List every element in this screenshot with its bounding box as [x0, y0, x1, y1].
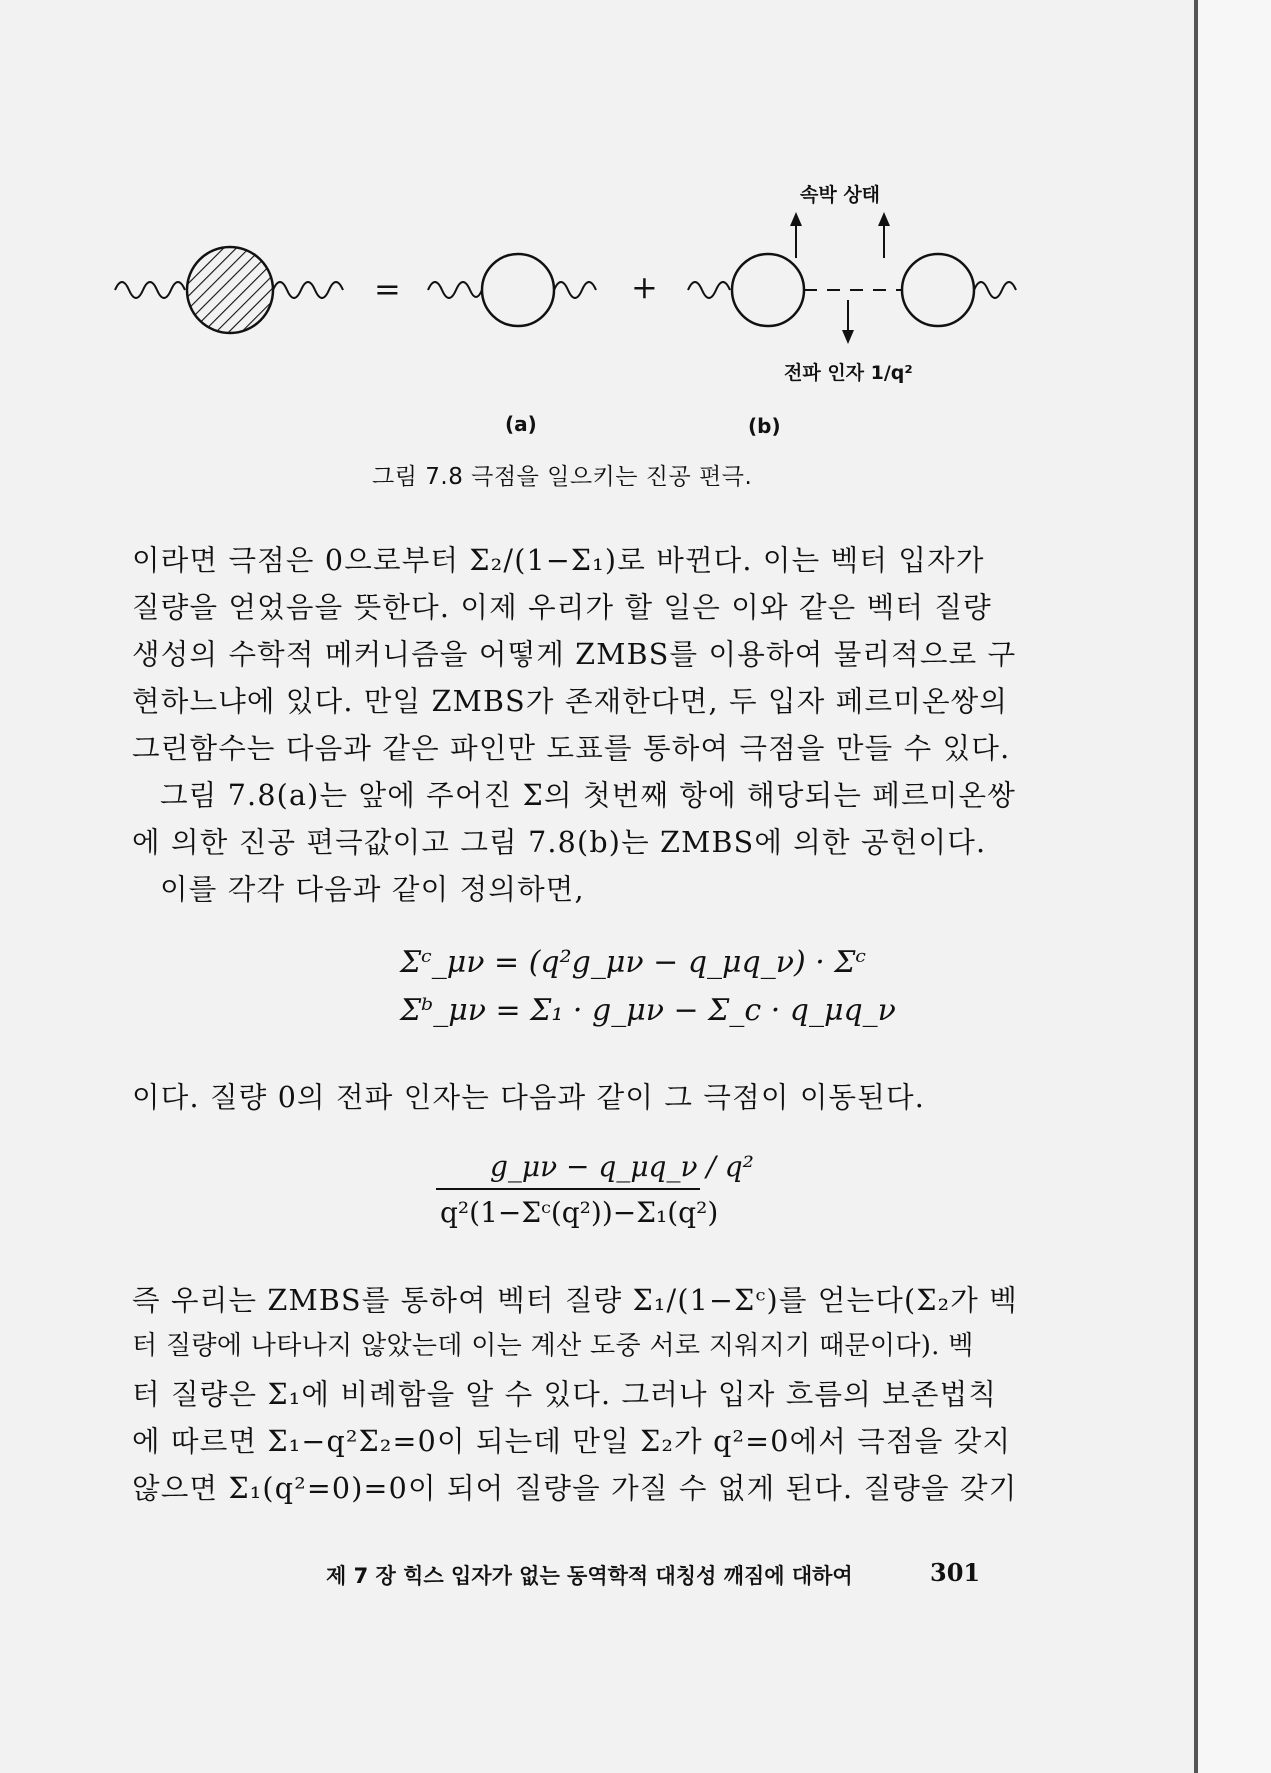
paragraph4-line: 이다. 질량 0의 전파 인자는 다음과 같이 그 극점이 이동된다.	[132, 1081, 926, 1114]
paragraph5-line: 터 질량은 Σ₁에 비례함을 알 수 있다. 그러나 입자 흐름의 보존법칙	[132, 1378, 998, 1411]
paragraph1-line: 그린함수는 다음과 같은 파인만 도표를 통하여 극점을 만들 수 있다.	[132, 732, 1011, 765]
fermion-loop-b1	[732, 254, 804, 326]
hatched-blob	[187, 247, 273, 333]
paragraph2-line: 그림 7.8(a)는 앞에 주어진 Σ의 첫번째 항에 해당되는 페르미온쌍	[160, 779, 1016, 812]
equals-sign: =	[374, 270, 401, 308]
feynman-diagram-figure	[0, 0, 1194, 460]
paragraph5-line: 않으면 Σ₁(q²=0)=0이 되어 질량을 가질 수 없게 된다. 질량을 갖기	[132, 1472, 1018, 1505]
paragraph2-line: 에 의한 진공 편극값이고 그림 7.8(b)는 ZMBS에 의한 공헌이다.	[132, 826, 987, 859]
paragraph5-line: 터 질량에 나타나지 않았는데 이는 계산 도중 서로 지워지기 때문이다). 벡	[132, 1331, 974, 1361]
bound-state-arrow-left	[790, 212, 802, 258]
running-footer-chapter: 제 7 장 힉스 입자가 없는 동역학적 대칭성 깨짐에 대하여	[326, 1564, 853, 1588]
paragraph1-line: 이라면 극점은 0으로부터 Σ₂/(1−Σ₁)로 바뀐다. 이는 벡터 입자가	[132, 544, 985, 577]
equation-sigma-c: Σᶜ_μν = (q²g_μν − q_μq_ν) · Σᶜ	[400, 945, 867, 980]
panel-b-label: (b)	[748, 414, 781, 438]
photon-line-left-out	[273, 282, 343, 298]
paragraph3-line: 이를 각각 다음과 같이 정의하면,	[160, 873, 585, 906]
fraction-denominator: q²(1−Σᶜ(q²))−Σ₁(q²)	[440, 1196, 719, 1229]
fraction-bar	[436, 1188, 700, 1190]
photon-line-a-in	[428, 282, 482, 298]
propagator-label: 전파 인자 1/q²	[784, 362, 913, 384]
photon-line-b-in	[688, 282, 730, 298]
paragraph1-line: 생성의 수학적 메커니즘을 어떻게 ZMBS를 이용하여 물리적으로 구	[132, 638, 1017, 671]
paragraph5-line: 에 따르면 Σ₁−q²Σ₂=0이 되는데 만일 Σ₂가 q²=0에서 극점을 갖지	[132, 1425, 1012, 1458]
page-edge-shadow	[1198, 0, 1271, 1773]
fermion-loop-a	[482, 254, 554, 326]
photon-line-b-out	[974, 282, 1016, 298]
feynman-diagram-svg	[0, 0, 1194, 460]
bound-state-label: 속박 상태	[800, 184, 881, 206]
fermion-loop-b2	[902, 254, 974, 326]
paragraph1-line: 질량을 얻었음을 뜻한다. 이제 우리가 할 일은 이와 같은 벡터 질량	[132, 591, 992, 624]
bound-state-arrow-right	[878, 212, 890, 258]
photon-line-left-in	[115, 282, 185, 298]
plus-sign: +	[631, 268, 658, 306]
figure-caption: 그림 7.8 극점을 일으키는 진공 편극.	[372, 464, 753, 490]
photon-line-a-out	[554, 282, 596, 298]
propagator-arrow-down	[842, 300, 854, 344]
equation-sigma-b: Σᵇ_μν = Σ₁ · g_μν − Σ_c · q_μq_ν	[400, 993, 896, 1028]
panel-a-label: (a)	[505, 412, 537, 436]
paragraph1-line: 현하느냐에 있다. 만일 ZMBS가 존재한다면, 두 입자 페르미온쌍의	[132, 685, 1009, 718]
fraction-numerator: g_μν − q_μq_ν / q²	[490, 1150, 754, 1183]
paragraph5-line: 즉 우리는 ZMBS를 통하여 벡터 질량 Σ₁/(1−Σᶜ)를 얻는다(Σ₂가 벡	[132, 1284, 1019, 1317]
page-number: 301	[930, 1558, 981, 1587]
